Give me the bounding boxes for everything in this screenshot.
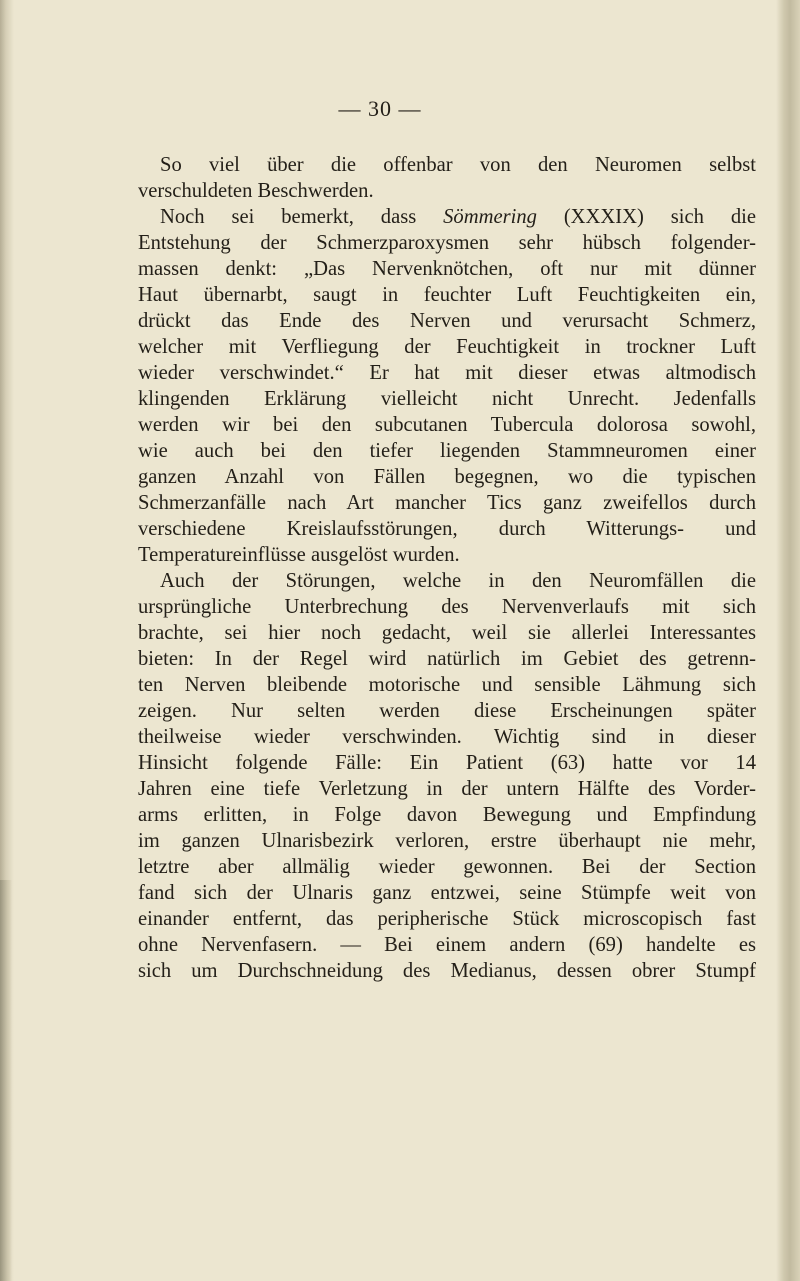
text-line: theilweise wieder verschwinden. Wichtig sind in dieser — [138, 726, 756, 748]
text-line: einander entfernt, das peripherische Stück microscopisch fast — [138, 908, 756, 930]
text-line: Jahren eine tiefe Verletzung in der untern Hälfte des Vorder- — [138, 778, 756, 800]
text-line: Haut übernarbt, saugt in feuchter Luft Feuchtigkeiten ein, — [138, 284, 756, 306]
text-line: im ganzen Ulnarisbezirk verloren, erstre überhaupt nie mehr, — [138, 830, 756, 852]
text-line: werden wir bei den subcutanen Tubercula dolorosa sowohl, — [138, 414, 756, 436]
text-line: wie auch bei den tiefer liegenden Stammneuromen einer — [138, 440, 756, 462]
text-line: letztre aber allmälig wieder gewonnen. Bei der Section — [138, 856, 756, 878]
text-line: ohne Nervenfasern. — Bei einem andern (69) handelte es — [138, 934, 756, 956]
text-line: klingenden Erklärung vielleicht nicht Unrecht. Jedenfalls — [138, 388, 756, 410]
text-line: So viel über die offenbar von den Neuromen selbst — [160, 154, 756, 176]
text-line: bieten: In der Regel wird natürlich im Gebiet des getrenn- — [138, 648, 756, 670]
text-line: ten Nerven bleibende motorische und sensible Lähmung sich — [138, 674, 756, 696]
author-name: Sömmering — [443, 206, 537, 228]
text-line: verschuldeten Beschwerden. — [138, 180, 374, 202]
text-line: massen denkt: „Das Nervenknötchen, oft nur mit dünner — [138, 258, 756, 280]
text-line: Schmerzanfälle nach Art mancher Tics ganz zweifellos durch — [138, 492, 756, 514]
text-line: brachte, sei hier noch gedacht, weil sie allerlei Interessantes — [138, 622, 756, 644]
page-gutter-shadow — [0, 880, 12, 1281]
text-line: wieder verschwindet.“ Er hat mit dieser etwas altmodisch — [138, 362, 756, 384]
text-line: verschiedene Kreislaufsstörungen, durch Witterungs- und — [138, 518, 756, 540]
body-text — [138, 152, 756, 984]
text-line: Auch der Störungen, welche in den Neuromfällen die — [160, 570, 756, 592]
text-line: Noch sei bemerkt, dass Sömmering (XXXIX) sich die — [160, 206, 756, 228]
page-number: — 30 — — [338, 96, 422, 121]
text-line: drückt das Ende des Nerven und verursacht Schmerz, — [138, 310, 756, 332]
text-line: Temperatureinflüsse ausgelöst wurden. — [138, 544, 460, 566]
text-line: Entstehung der Schmerzparoxysmen sehr hübsch folgender- — [138, 232, 756, 254]
text-line: Hinsicht folgende Fälle: Ein Patient (63) hatte vor 14 — [138, 752, 756, 774]
text-line: zeigen. Nur selten werden diese Erscheinungen später — [138, 700, 756, 722]
text-line: welcher mit Verfliegung der Feuchtigkeit in trockner Luft — [138, 336, 756, 358]
text-line: sich um Durchschneidung des Medianus, dessen obrer Stumpf — [138, 960, 756, 982]
text-line: ursprüngliche Unterbrechung des Nervenverlaufs mit sich — [138, 596, 756, 618]
page-edge-right — [776, 0, 800, 1281]
text-line: fand sich der Ulnaris ganz entzwei, seine Stümpfe weit von — [138, 882, 756, 904]
text-line: ganzen Anzahl von Fällen begegnen, wo die typischen — [138, 466, 756, 488]
text-line: arms erlitten, in Folge davon Bewegung und Empfindung — [138, 804, 756, 826]
